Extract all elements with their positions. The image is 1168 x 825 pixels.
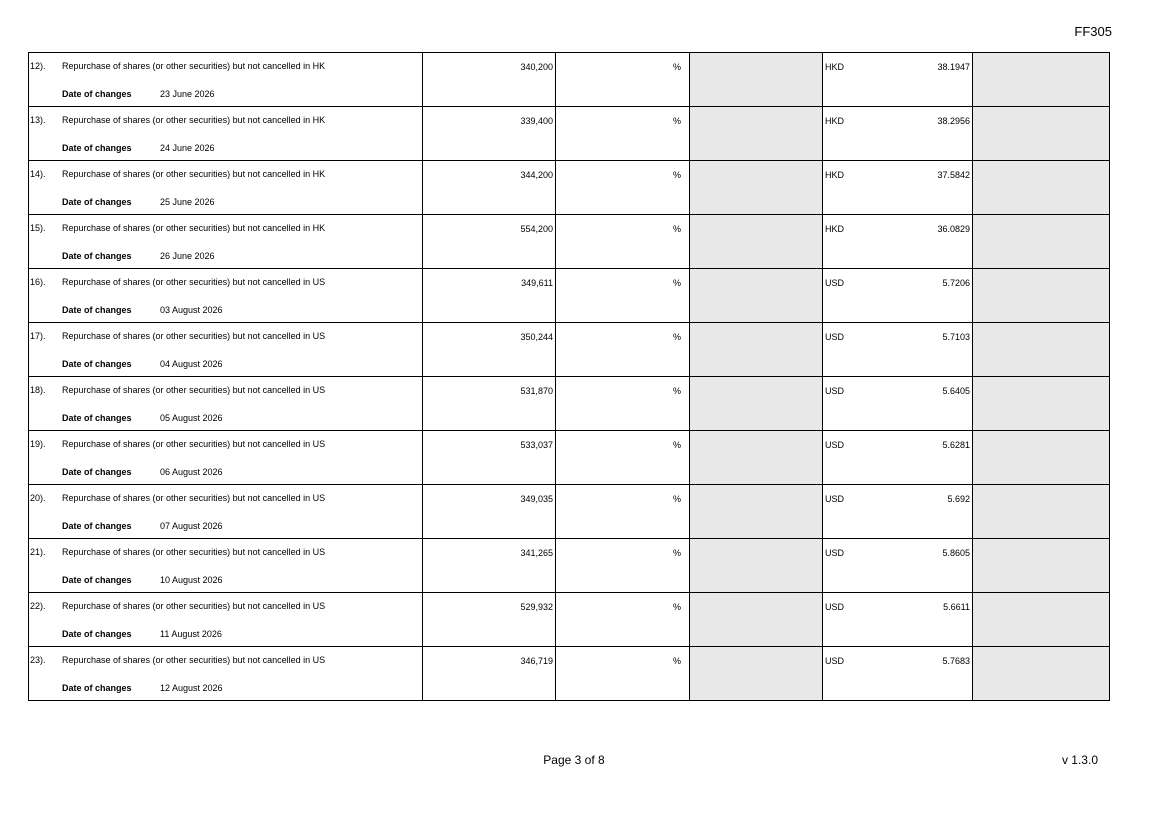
shaded-cell xyxy=(690,539,823,593)
shaded-cell xyxy=(690,647,823,701)
percent-cell xyxy=(556,269,690,323)
row-description: Repurchase of shares (or other securities) but not cancelled in HK xyxy=(62,61,326,71)
table-row xyxy=(29,377,1110,431)
table-row xyxy=(29,323,1110,377)
description-cell xyxy=(29,107,423,161)
currency-code: USD xyxy=(825,440,845,450)
percent-cell xyxy=(556,161,690,215)
table-row xyxy=(29,53,1110,107)
date-of-changes-value: 03 August 2026 xyxy=(160,305,223,315)
shares-value: 529,932 xyxy=(520,602,553,612)
price-value: 5.6405 xyxy=(942,386,970,396)
shares-value: 349,611 xyxy=(521,278,553,288)
date-of-changes-label: Date of changes xyxy=(62,305,132,315)
currency-code: USD xyxy=(825,278,845,288)
date-of-changes-label: Date of changes xyxy=(62,251,132,261)
shares-value: 531,870 xyxy=(520,386,553,396)
date-of-changes-label: Date of changes xyxy=(62,143,132,153)
shares-cell xyxy=(423,215,556,269)
percent-sign: % xyxy=(672,170,681,180)
row-description: Repurchase of shares (or other securities) but not cancelled in US xyxy=(62,331,326,341)
price-cell xyxy=(823,647,973,701)
description-cell xyxy=(29,215,423,269)
price-cell xyxy=(823,539,973,593)
row-description: Repurchase of shares (or other securities) but not cancelled in HK xyxy=(62,169,326,179)
percent-sign: % xyxy=(672,224,681,234)
date-of-changes-label: Date of changes xyxy=(62,683,132,693)
shares-cell xyxy=(423,539,556,593)
percent-sign: % xyxy=(672,494,681,504)
shaded-cell xyxy=(690,431,823,485)
percent-cell xyxy=(556,377,690,431)
date-of-changes-label: Date of changes xyxy=(62,197,132,207)
shaded-cell xyxy=(973,215,1110,269)
changes-table xyxy=(28,52,1110,701)
percent-sign: % xyxy=(672,602,681,612)
row-index: 21). xyxy=(30,547,46,557)
shares-cell xyxy=(423,107,556,161)
description-cell xyxy=(29,431,423,485)
shares-value: 341,265 xyxy=(520,548,553,558)
percent-cell xyxy=(556,53,690,107)
shaded-cell xyxy=(973,269,1110,323)
date-of-changes-value: 04 August 2026 xyxy=(160,359,223,369)
date-of-changes-value: 10 August 2026 xyxy=(160,575,223,585)
row-index: 16). xyxy=(30,277,46,287)
shares-cell xyxy=(423,431,556,485)
row-index: 14). xyxy=(30,169,46,179)
percent-sign: % xyxy=(672,386,681,396)
percent-cell xyxy=(556,485,690,539)
shares-value: 346,719 xyxy=(520,656,553,666)
description-cell xyxy=(29,485,423,539)
row-index: 12). xyxy=(30,61,46,71)
price-value: 5.7683 xyxy=(942,656,970,666)
table-row xyxy=(29,161,1110,215)
shaded-cell xyxy=(690,377,823,431)
percent-sign: % xyxy=(672,278,681,288)
price-value: 5.7103 xyxy=(942,332,970,342)
table-row xyxy=(29,431,1110,485)
shares-value: 339,400 xyxy=(520,116,553,126)
price-cell xyxy=(823,107,973,161)
price-cell xyxy=(823,377,973,431)
row-description: Repurchase of shares (or other securities) but not cancelled in US xyxy=(62,439,326,449)
shares-cell xyxy=(423,485,556,539)
date-of-changes-label: Date of changes xyxy=(62,521,132,531)
currency-code: USD xyxy=(825,494,845,504)
currency-code: USD xyxy=(825,656,845,666)
price-cell xyxy=(823,161,973,215)
page-number: Page 3 of 8 xyxy=(543,753,605,767)
row-description: Repurchase of shares (or other securities) but not cancelled in US xyxy=(62,277,326,287)
shaded-cell xyxy=(690,107,823,161)
row-description: Repurchase of shares (or other securities) but not cancelled in HK xyxy=(62,115,326,125)
currency-code: HKD xyxy=(825,62,845,72)
price-cell xyxy=(823,53,973,107)
row-index: 17). xyxy=(30,331,46,341)
date-of-changes-value: 26 June 2026 xyxy=(160,251,215,261)
percent-cell xyxy=(556,539,690,593)
shaded-cell xyxy=(973,323,1110,377)
price-value: 5.692 xyxy=(947,494,970,504)
percent-cell xyxy=(556,323,690,377)
date-of-changes-label: Date of changes xyxy=(62,413,132,423)
shaded-cell xyxy=(973,485,1110,539)
percent-cell xyxy=(556,593,690,647)
percent-cell xyxy=(556,647,690,701)
row-description: Repurchase of shares (or other securities) but not cancelled in HK xyxy=(62,223,326,233)
percent-sign: % xyxy=(672,656,681,666)
price-value: 5.6281 xyxy=(942,440,970,450)
row-description: Repurchase of shares (or other securities) but not cancelled in US xyxy=(62,385,326,395)
description-cell xyxy=(29,539,423,593)
shares-value: 344,200 xyxy=(520,170,553,180)
row-description: Repurchase of shares (or other securities) but not cancelled in US xyxy=(62,601,326,611)
percent-sign: % xyxy=(672,440,681,450)
shaded-cell xyxy=(690,323,823,377)
shares-value: 350,244 xyxy=(520,332,553,342)
description-cell xyxy=(29,269,423,323)
percent-sign: % xyxy=(672,116,681,126)
price-value: 38.1947 xyxy=(937,62,970,72)
row-index: 23). xyxy=(30,655,46,665)
shares-value: 340,200 xyxy=(520,62,553,72)
price-cell xyxy=(823,485,973,539)
shaded-cell xyxy=(973,377,1110,431)
row-index: 18). xyxy=(30,385,46,395)
price-value: 36.0829 xyxy=(937,224,970,234)
row-index: 13). xyxy=(30,115,46,125)
shaded-cell xyxy=(973,539,1110,593)
description-cell xyxy=(29,323,423,377)
date-of-changes-label: Date of changes xyxy=(62,467,132,477)
table-row xyxy=(29,485,1110,539)
percent-cell xyxy=(556,215,690,269)
table-row xyxy=(29,539,1110,593)
row-index: 20). xyxy=(30,493,46,503)
description-cell xyxy=(29,593,423,647)
currency-code: USD xyxy=(825,386,845,396)
price-value: 5.8605 xyxy=(942,548,970,558)
shaded-cell xyxy=(690,215,823,269)
price-cell xyxy=(823,593,973,647)
currency-code: HKD xyxy=(825,224,845,234)
row-description: Repurchase of shares (or other securities) but not cancelled in US xyxy=(62,655,326,665)
description-cell xyxy=(29,53,423,107)
table-row xyxy=(29,215,1110,269)
currency-code: USD xyxy=(825,332,845,342)
row-description: Repurchase of shares (or other securities) but not cancelled in US xyxy=(62,547,326,557)
shares-value: 533,037 xyxy=(520,440,553,450)
version-label: v 1.3.0 xyxy=(1061,753,1098,767)
shaded-cell xyxy=(690,269,823,323)
table-row xyxy=(29,593,1110,647)
percent-sign: % xyxy=(672,332,681,342)
changes-table-body xyxy=(29,53,1110,701)
price-value: 37.5842 xyxy=(937,170,970,180)
currency-code: HKD xyxy=(825,116,845,126)
date-of-changes-value: 06 August 2026 xyxy=(160,467,223,477)
shares-value: 349,035 xyxy=(520,494,553,504)
date-of-changes-value: 11 August 2026 xyxy=(160,629,222,639)
date-of-changes-value: 23 June 2026 xyxy=(160,89,215,99)
table-row xyxy=(29,647,1110,701)
price-cell xyxy=(823,215,973,269)
price-cell xyxy=(823,269,973,323)
shares-cell xyxy=(423,377,556,431)
percent-sign: % xyxy=(672,62,681,72)
date-of-changes-value: 05 August 2026 xyxy=(160,413,223,423)
shaded-cell xyxy=(973,431,1110,485)
shaded-cell xyxy=(973,53,1110,107)
shares-value: 554,200 xyxy=(520,224,553,234)
currency-code: HKD xyxy=(825,170,845,180)
shaded-cell xyxy=(690,593,823,647)
form-code: FF305 xyxy=(1074,24,1112,39)
description-cell xyxy=(29,161,423,215)
price-cell xyxy=(823,431,973,485)
date-of-changes-value: 24 June 2026 xyxy=(160,143,215,153)
shaded-cell xyxy=(973,593,1110,647)
date-of-changes-label: Date of changes xyxy=(62,629,132,639)
date-of-changes-label: Date of changes xyxy=(62,89,132,99)
shares-cell xyxy=(423,647,556,701)
row-index: 22). xyxy=(30,601,46,611)
currency-code: USD xyxy=(825,548,845,558)
date-of-changes-value: 25 June 2026 xyxy=(160,197,215,207)
table-row xyxy=(29,269,1110,323)
table-row xyxy=(29,107,1110,161)
shares-cell xyxy=(423,161,556,215)
date-of-changes-value: 12 August 2026 xyxy=(160,683,223,693)
description-cell xyxy=(29,377,423,431)
shaded-cell xyxy=(690,485,823,539)
price-value: 5.7206 xyxy=(942,278,970,288)
date-of-changes-label: Date of changes xyxy=(62,359,132,369)
currency-code: USD xyxy=(825,602,845,612)
price-cell xyxy=(823,323,973,377)
shaded-cell xyxy=(690,53,823,107)
price-value: 38.2956 xyxy=(937,116,970,126)
shares-cell xyxy=(423,53,556,107)
date-of-changes-label: Date of changes xyxy=(62,575,132,585)
price-value: 5.6611 xyxy=(943,602,970,612)
description-cell xyxy=(29,647,423,701)
percent-cell xyxy=(556,107,690,161)
shares-cell xyxy=(423,323,556,377)
percent-cell xyxy=(556,431,690,485)
shares-cell xyxy=(423,269,556,323)
row-index: 15). xyxy=(30,223,46,233)
percent-sign: % xyxy=(672,548,681,558)
date-of-changes-value: 07 August 2026 xyxy=(160,521,223,531)
shares-cell xyxy=(423,593,556,647)
shaded-cell xyxy=(690,161,823,215)
shaded-cell xyxy=(973,161,1110,215)
row-index: 19). xyxy=(30,439,46,449)
shaded-cell xyxy=(973,107,1110,161)
shaded-cell xyxy=(973,647,1110,701)
row-description: Repurchase of shares (or other securities) but not cancelled in US xyxy=(62,493,326,503)
